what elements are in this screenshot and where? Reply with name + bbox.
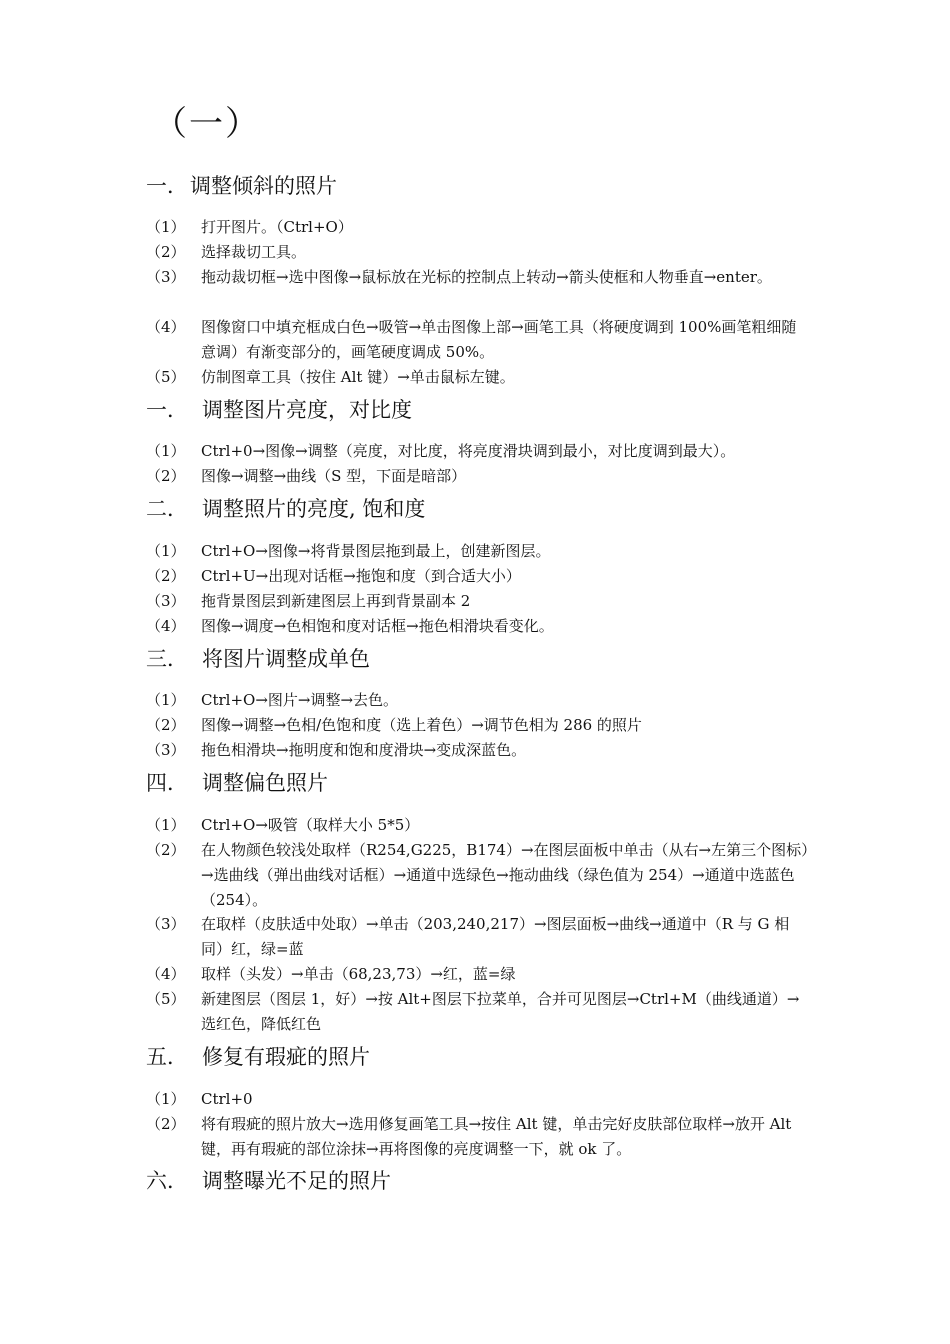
section-title: 调整照片的亮度, 饱和度 <box>202 497 426 521</box>
list-item <box>146 240 811 265</box>
item-index: （2） <box>146 567 186 585</box>
section-heading <box>146 495 425 523</box>
section-number: 一． <box>146 174 188 198</box>
section-number: 三． <box>146 647 188 671</box>
list-item <box>146 439 811 464</box>
section-heading <box>146 769 328 797</box>
section-heading <box>146 396 412 424</box>
item-text: 在人物颜色较浅处取样（R254,G225，B174）→在图层面板中单击（从右→左第三个图标）→选曲线（弹出曲线对话框）→通道中选绿色→拖动曲线（绿色值为 254）→通道中选蓝色（254）。 <box>201 841 809 909</box>
item-index: （2） <box>146 467 186 485</box>
item-index: （1） <box>146 1090 186 1108</box>
list-item <box>146 1087 811 1112</box>
item-text: 取样（头发）→单击（68,23,73）→红，蓝=绿 <box>201 965 516 983</box>
item-text: Ctrl+O→图片→调整→去色。 <box>201 691 399 709</box>
item-index: （1） <box>146 442 186 460</box>
item-text: Ctrl+O→吸管（取样大小 5*5） <box>201 816 420 834</box>
list-item <box>146 738 811 763</box>
list-item <box>146 1112 811 1162</box>
item-text: Ctrl+O→图像→将背景图层拖到最上，创建新图层。 <box>201 542 551 560</box>
item-text: 选择裁切工具。 <box>201 243 307 261</box>
section-heading <box>146 645 370 673</box>
item-index: （1） <box>146 691 186 709</box>
item-index: （4） <box>146 965 186 983</box>
item-text: 将有瑕疵的照片放大→选用修复画笔工具→按住 Alt 键，单击完好皮肤部位取样→放开 Alt 键，再有瑕疵的部位涂抹→再将图像的亮度调整一下，就 ok 了。 <box>201 1115 792 1158</box>
item-index: （5） <box>146 990 186 1008</box>
list-item <box>146 265 811 290</box>
list-item <box>146 838 811 913</box>
item-text: 图像→调整→曲线（S 型，下面是暗部） <box>201 467 467 485</box>
section-number: 六． <box>146 1169 188 1193</box>
item-index: （1） <box>146 218 186 236</box>
list-item <box>146 315 811 365</box>
section-number: 一． <box>146 398 188 422</box>
item-index: （3） <box>146 268 186 286</box>
section-heading <box>146 1043 370 1071</box>
item-text: 仿制图章工具（按住 Alt 键）→单击鼠标左键。 <box>201 368 515 386</box>
item-text: 在取样（皮肤适中处取）→单击（203,240,217）→图层面板→曲线→通道中（R 与 G 相同）红，绿=蓝 <box>201 915 790 958</box>
item-index: （2） <box>146 1115 186 1133</box>
list-item <box>146 688 811 713</box>
item-text: Ctrl+U→出现对话框→拖饱和度（到合适大小） <box>201 567 521 585</box>
item-text: Ctrl+0 <box>201 1090 253 1108</box>
item-index: （3） <box>146 741 186 759</box>
item-text: 新建图层（图层 1，好）→按 Alt+图层下拉菜单，合并可见图层→Ctrl+M（曲线通道）→选红色，降低红色 <box>201 990 800 1033</box>
item-text: Ctrl+0→图像→调整（亮度，对比度，将亮度滑块调到最小，对比度调到最大）。 <box>201 442 736 460</box>
item-index: （1） <box>146 542 186 560</box>
item-index: （1） <box>146 816 186 834</box>
section-title: 调整倾斜的照片 <box>190 174 337 198</box>
list-item <box>146 962 811 987</box>
list-item <box>146 539 811 564</box>
list-item <box>146 614 811 639</box>
section-heading <box>146 1167 391 1195</box>
list-item <box>146 589 811 614</box>
list-item <box>146 987 811 1037</box>
list-item <box>146 464 811 489</box>
item-text: 图像窗口中填充框成白色→吸管→单击图像上部→画笔工具（将硬度调到 100%画笔粗细随意调）有渐变部分的，画笔硬度调成 50%。 <box>201 318 797 361</box>
list-item <box>146 564 811 589</box>
item-index: （2） <box>146 716 186 734</box>
list-item <box>146 215 811 240</box>
section-title: 调整图片亮度，对比度 <box>202 398 412 422</box>
item-text: 拖动裁切框→选中图像→鼠标放在光标的控制点上转动→箭头使框和人物垂直→enter。 <box>201 268 772 286</box>
list-item <box>146 713 811 738</box>
item-index: （2） <box>146 243 186 261</box>
section-title: 将图片调整成单色 <box>202 647 370 671</box>
item-text: 图像→调度→色相饱和度对话框→拖色相滑块看变化。 <box>201 617 554 635</box>
section-number: 五． <box>146 1045 188 1069</box>
item-index: （2） <box>146 841 186 859</box>
item-text: 拖背景图层到新建图层上再到背景副本 2 <box>201 592 471 610</box>
list-item <box>146 813 811 838</box>
item-index: （5） <box>146 368 186 386</box>
item-text: 拖色相滑块→拖明度和饱和度滑块→变成深蓝色。 <box>201 741 527 759</box>
section-number: 二． <box>146 497 188 521</box>
list-item <box>146 365 811 390</box>
list-item <box>146 912 811 962</box>
section-number: 四． <box>146 771 188 795</box>
document-title: （一） <box>153 104 261 144</box>
section-heading <box>146 172 337 200</box>
section-title: 调整偏色照片 <box>202 771 328 795</box>
item-index: （3） <box>146 915 186 933</box>
section-title: 修复有瑕疵的照片 <box>202 1045 370 1069</box>
item-text: 图像→调整→色相/色饱和度（选上着色）→调节色相为 286 的照片 <box>201 716 642 734</box>
item-index: （3） <box>146 592 186 610</box>
item-text: 打开图片。（Ctrl+O） <box>201 218 353 236</box>
item-index: （4） <box>146 617 186 635</box>
section-title: 调整曝光不足的照片 <box>202 1169 391 1193</box>
item-index: （4） <box>146 318 186 336</box>
